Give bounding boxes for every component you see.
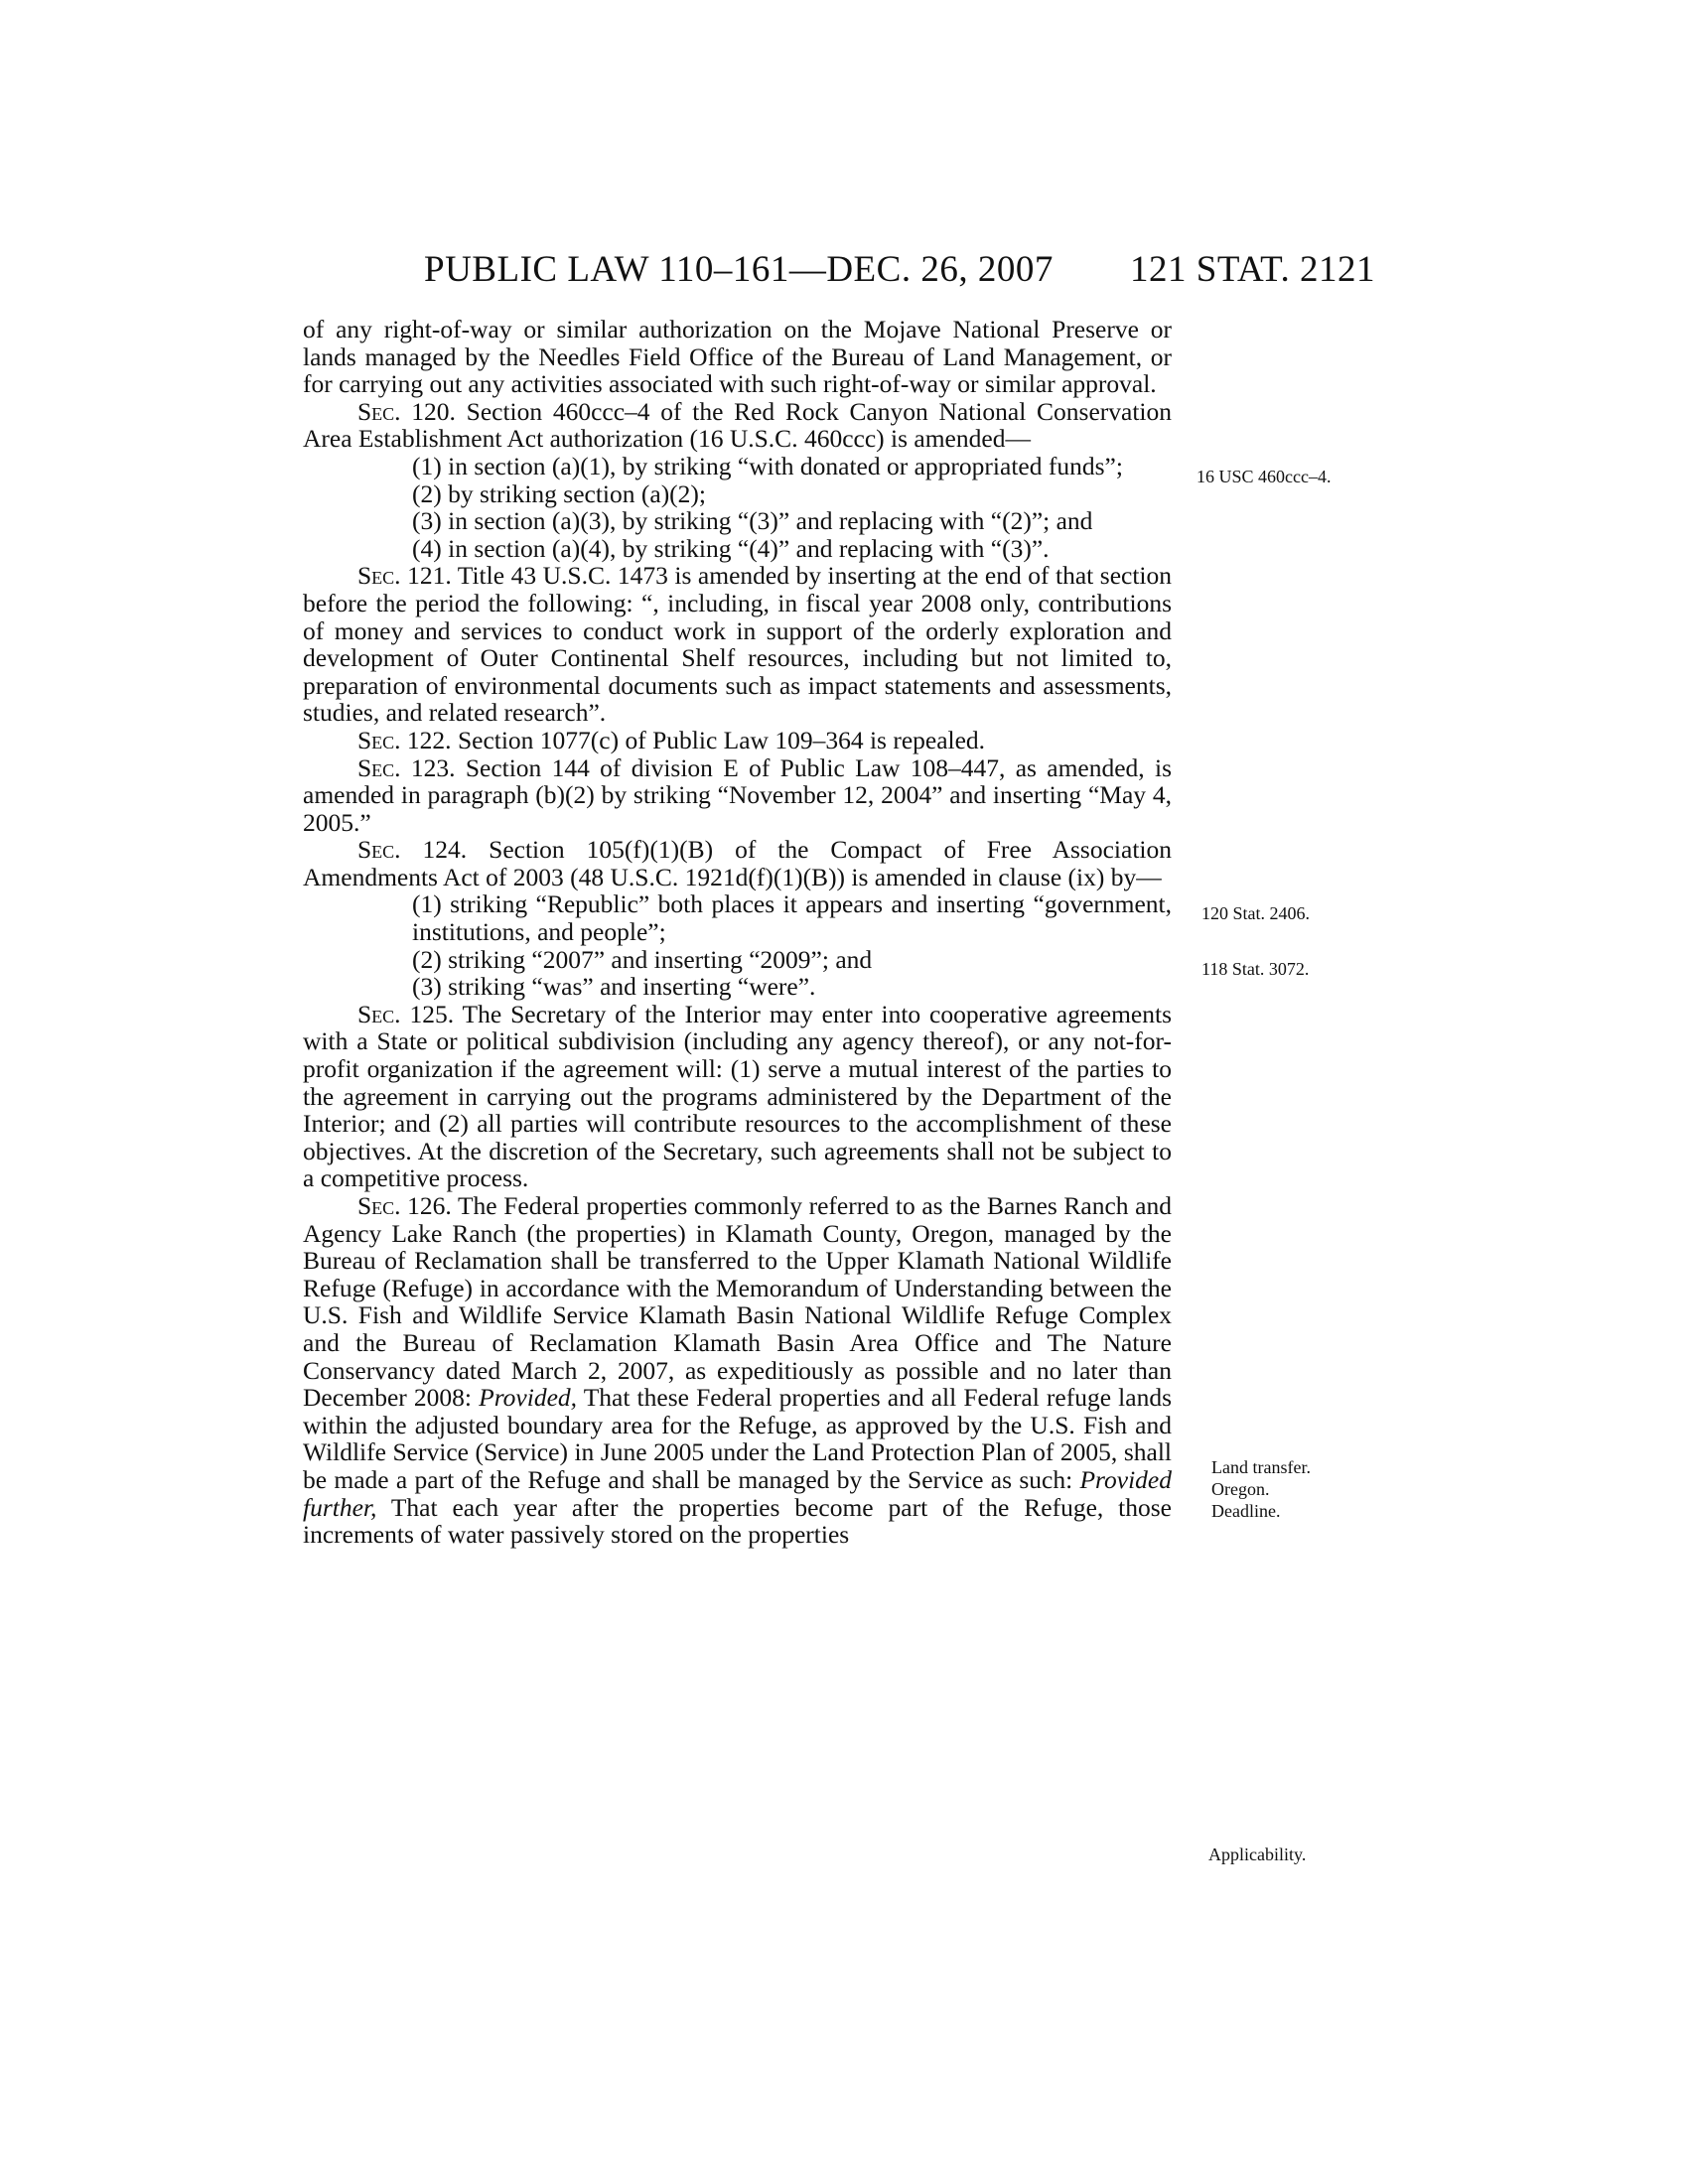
section-label: Sec. 126. [357, 1191, 452, 1220]
statute-page-number: 121 STAT. 2121 [1130, 249, 1375, 290]
section-text-a: The Federal properties commonly referred to as the Barnes Ranch and Agency Lake Ranch (the properties) in Klamath County, Oregon, managed by the Bureau of Reclamation shall be transferred to the Upper Klamath National Wildlife Refuge (Refuge) in accordance with the Memorandum of Understanding between the U.S. Fish and Wildlife Service Klamath Basin National Wildlife Refuge Complex and the Bureau of Reclamation Klamath Basin Area Office and The Nature Conservancy dated March 2, 2007, as expeditiously as possible and no later than December 2008: [303, 1191, 1172, 1413]
margin-note-oregon: Oregon. [1211, 1479, 1270, 1499]
section-label: Sec. 125. [357, 999, 455, 1028]
proviso-label: Provided, [479, 1383, 578, 1413]
section-124-item-1: (1) striking “Republic” both places it appears and inserting “government, institutions, and people”; [412, 889, 1172, 947]
section-126 [303, 1192, 1172, 1549]
section-text-c: That each year after the properties become part of the Refuge, those increments of water passively stored on the properties [303, 1492, 1172, 1550]
paragraph-continuation: of any right-of-way or similar authorization on the Mojave National Preserve or lands managed by the Needles Field Office of the Bureau of Land Management, or for carrying out any activities associated with such right-of-way or similar approval. [303, 315, 1172, 399]
section-text: Section 105(f)(1)(B) of the Compact of Free Association Amendments Act of 2003 (48 U.S.C. 1921d(f)(1)(B)) is amended in clause (ix) by— [303, 835, 1172, 891]
section-123 [303, 754, 1172, 837]
section-text: Section 460ccc–4 of the Red Rock Canyon National Conservation Area Establishment Act authorization (16 U.S.C. 460ccc) is amended— [303, 396, 1173, 454]
margin-note-usc: 16 USC 460ccc–4. [1196, 467, 1332, 486]
section-121 [303, 562, 1172, 727]
margin-note-applicability: Applicability. [1208, 1844, 1307, 1864]
section-label: Sec. 120. [357, 396, 456, 426]
section-120-item-4: (4) in section (a)(4), by striking “(4)” and replacing with “(3)”. [412, 533, 1050, 563]
section-label: Sec. 123. [357, 752, 456, 782]
section-122 [303, 727, 1172, 754]
section-label: Sec. 121. [357, 561, 452, 591]
section-label: Sec. 124. [357, 835, 468, 865]
section-124-item-2: (2) striking “2007” and inserting “2009”; and [412, 944, 873, 974]
margin-note-stat-3072: 118 Stat. 3072. [1201, 959, 1310, 979]
margin-note-deadline: Deadline. [1211, 1501, 1281, 1521]
section-label: Sec. 122. [357, 725, 452, 754]
proviso-further-label: Provided further, [303, 1464, 1172, 1522]
section-120 [303, 398, 1172, 453]
running-head-title: PUBLIC LAW 110–161—DEC. 26, 2007 [424, 249, 1054, 290]
section-124-item-3: (3) striking “was” and inserting “were”. [412, 972, 816, 1002]
section-text: Title 43 U.S.C. 1473 is amended by inserting at the end of that section before the period the following: “, including, in fiscal year 2008 only, contributions of money and services to conduct work in support of the orderly exploration and development of Outer Continental Shelf resources, including but not limited to, preparation of environmental documents such as impact statements and assessments, studies, and related research”. [303, 561, 1172, 728]
section-124 [303, 836, 1172, 890]
section-text: Section 144 of division E of Public Law 108–447, as amended, is amended in paragraph (b)(2) by striking “November 12, 2004” and inserting “May 4, 2005.” [303, 752, 1172, 837]
section-text-b: That these Federal properties and all Federal refuge lands within the adjusted boundary area for the Refuge, as approved by the U.S. Fish and Wildlife Service (Service) in June 2005 under the Land Protection Plan of 2005, shall be made a part of the Refuge and shall be managed by the Service as such: [303, 1383, 1173, 1494]
section-120-item-3: (3) in section (a)(3), by striking “(3)” and replacing with “(2)”; and [412, 506, 1093, 536]
section-text: The Secretary of the Interior may enter into cooperative agreements with a State or political subdivision (including any agency thereof), or any not-for-profit organization if the agreement will: (1) serve a mutual interest of the parties to the agreement in carrying out the programs administered by the Department of the Interior; and (2) all parties will contribute resources to the accomplishment of these objectives. At the discretion of the Secretary, such agreements shall not be subject to a competitive process. [303, 999, 1173, 1193]
body-text [303, 316, 1172, 1549]
section-120-item-2: (2) by striking section (a)(2); [412, 478, 707, 508]
section-text: Section 1077(c) of Public Law 109–364 is repealed. [457, 725, 986, 754]
page-header [303, 248, 1375, 292]
margin-note-stat-2406: 120 Stat. 2406. [1201, 903, 1311, 923]
section-120-item-1: (1) in section (a)(1), by striking “with donated or appropriated funds”; [412, 451, 1123, 480]
section-125 [303, 1001, 1172, 1192]
margin-note-land-transfer: Land transfer. [1211, 1457, 1311, 1477]
